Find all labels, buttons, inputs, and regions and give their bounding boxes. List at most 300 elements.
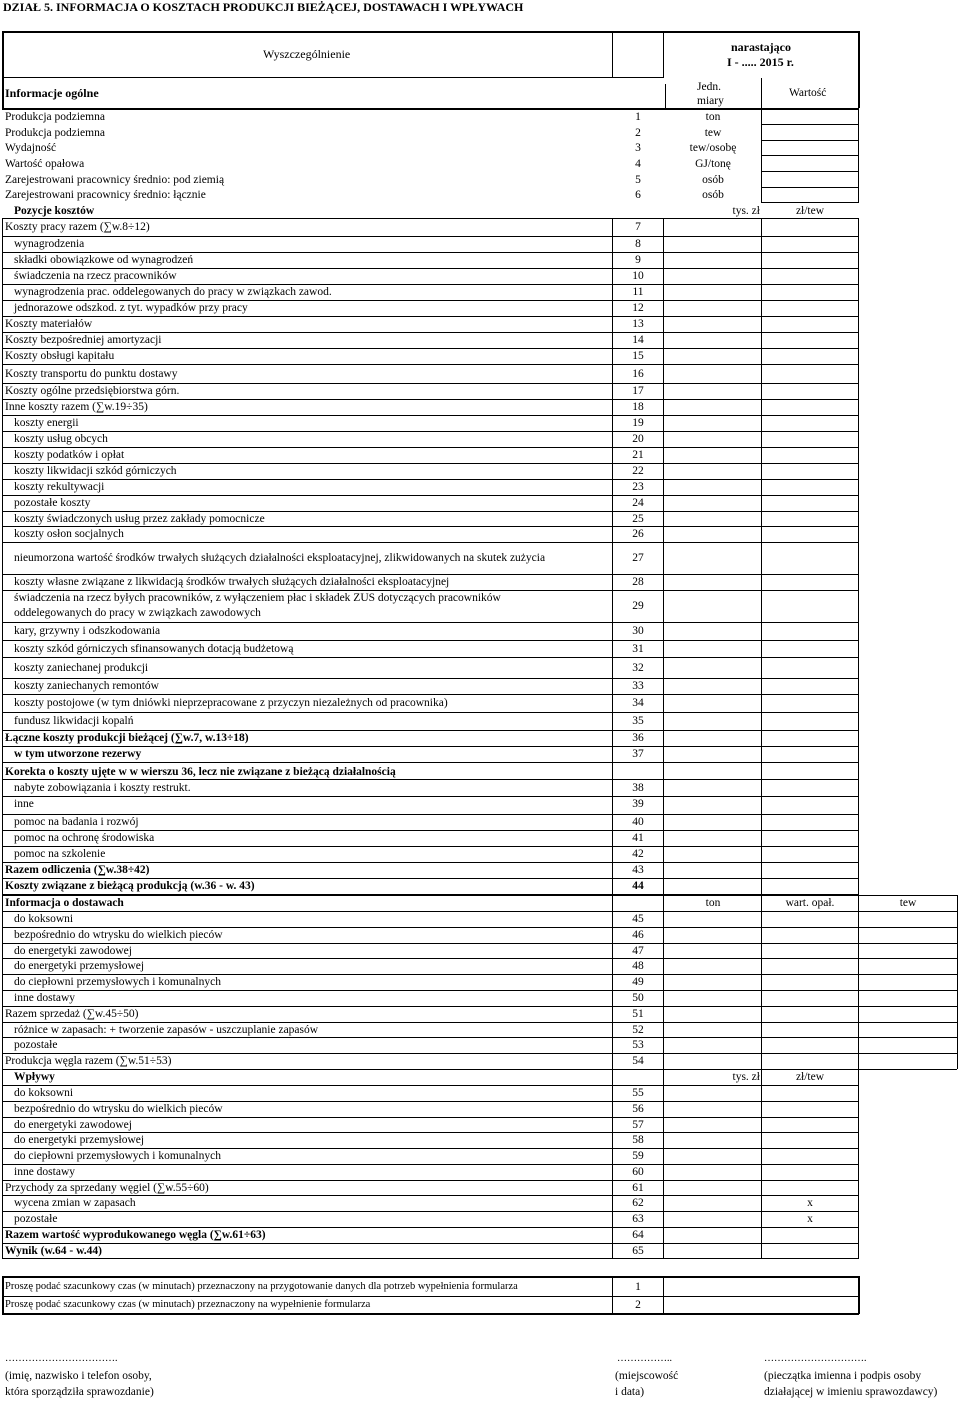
cost-row-label: koszty likwidacji szkód górniczych	[14, 465, 177, 477]
dostawy-unit-wart-opal: wart. opał.	[785, 897, 835, 909]
cost-row-zl-tew-cell[interactable]	[762, 712, 857, 729]
cost-row-tys-zl-cell[interactable]	[664, 746, 760, 761]
dostawy-row-label: Produkcja węgla razem (∑w.51÷53)	[5, 1055, 172, 1068]
cost-row-label: Koszty pracy razem (∑w.8÷12)	[5, 221, 150, 233]
cost-row-num: 16	[632, 368, 644, 380]
wplywy-unit-tys-zl: tys. zł	[732, 1071, 760, 1083]
cost-row-num: 36	[632, 732, 644, 744]
dostawy-row-num: 52	[632, 1023, 644, 1036]
cost-row-num: 29	[632, 600, 644, 612]
time-question-2-num: 2	[635, 1299, 641, 1311]
general-row-num: 5	[635, 174, 641, 186]
wplywy-row-label: do ciepłowni przemysłowych i komunalnych	[14, 1150, 221, 1162]
wplywy-row-num: 56	[632, 1102, 644, 1115]
wplywy-unit-zl-tew: zł/tew	[795, 1071, 825, 1083]
dostawy-row-tew-cell[interactable]	[860, 974, 956, 988]
time-question-1: Proszę podać szacunkowy czas (w minutach) przeznaczony na przygotowanie danych dla potrzeb wypełnienia formularza	[5, 1281, 518, 1292]
signature-dots-2: ……………..	[617, 1353, 672, 1364]
korekta-row-tys-zl-cell[interactable]	[664, 846, 760, 861]
general-row-label: Wydajność	[5, 142, 57, 154]
cost-row-tys-zl-cell[interactable]	[664, 511, 760, 525]
dostawy-row-tew-cell[interactable]	[860, 958, 956, 972]
wplywy-row-tys-zl-cell[interactable]	[664, 1132, 760, 1146]
wplywy-row-label: do energetyki zawodowej	[14, 1118, 132, 1131]
pozycje-unit-tys-zl: tys. zł	[732, 205, 760, 217]
cost-row-tys-zl-cell[interactable]	[664, 316, 760, 331]
cost-row-num: 33	[632, 680, 644, 692]
korekta-row-num: 41	[632, 832, 644, 844]
general-row-unit: osób	[702, 189, 724, 201]
wplywy-row-label: Wynik (w.64 - w.44)	[5, 1244, 103, 1257]
cost-row-tys-zl-cell[interactable]	[664, 447, 760, 462]
korekta-row-zl-tew-cell[interactable]	[762, 796, 857, 813]
cost-row-zl-tew-cell[interactable]	[762, 511, 857, 525]
korekta-row-zl-tew-cell[interactable]	[762, 814, 857, 829]
cost-row-zl-tew-cell[interactable]	[762, 218, 857, 235]
cost-row-label: Koszty transportu do punktu dostawy	[5, 368, 178, 380]
general-row-unit: tew	[704, 127, 722, 139]
general-row-unit: tew/osobę	[689, 142, 737, 154]
grid-line-vertical	[957, 895, 958, 1069]
cost-row-tys-zl-cell[interactable]	[664, 657, 760, 677]
column-header-narastajaco: narastająco	[731, 40, 791, 54]
dostawy-row-tew-cell[interactable]	[860, 927, 956, 941]
cost-row-label: koszty zaniechanej produkcji	[14, 662, 149, 674]
general-row-value-cell[interactable]	[763, 125, 857, 140]
cost-row-zl-tew-cell[interactable]	[762, 640, 857, 656]
korekta-row-tys-zl-cell[interactable]	[664, 862, 760, 877]
cost-row-num: 32	[632, 662, 644, 674]
column-header-jedn: Jedn.	[697, 81, 721, 93]
cost-row-label: wynagrodzenia	[14, 238, 85, 250]
korekta-row-zl-tew-cell[interactable]	[762, 846, 857, 861]
cost-row-label: koszty świadczonych usług przez zakłady pomocnicze	[14, 513, 265, 525]
signature-label-2b: i data)	[615, 1386, 645, 1398]
korekta-row-label: Koszty związane z bieżącą produkcją (w.36 - w. 43)	[5, 880, 255, 892]
cost-row-num: 13	[632, 318, 644, 330]
dostawy-row-label: bezpośrednio do wtrysku do wielkich pieców	[14, 928, 223, 941]
cost-row-label: kary, grzywny i odszkodowania	[14, 625, 161, 637]
cost-row-zl-tew-cell[interactable]	[762, 542, 857, 573]
dostawy-row-wart-opal-cell[interactable]	[762, 958, 857, 972]
general-row-label: Zarejestrowani pracownicy średnio: łącznie	[5, 189, 206, 201]
cost-row-num: 15	[632, 350, 644, 362]
korekta-row-tys-zl-cell[interactable]	[664, 796, 760, 813]
wplywy-row-num: 64	[632, 1228, 644, 1241]
signature-dots-1: …………………………….	[5, 1353, 118, 1364]
wplywy-row-tys-zl-cell[interactable]	[664, 1101, 760, 1115]
cost-row-num: 35	[632, 715, 644, 727]
cost-row-zl-tew-cell[interactable]	[762, 332, 857, 347]
grid-line-horizontal	[2, 218, 859, 219]
dostawy-row-wart-opal-cell[interactable]	[762, 1006, 857, 1020]
cost-row-num: 31	[632, 643, 644, 655]
cost-row-num: 12	[632, 302, 644, 314]
dostawy-row-tew-cell[interactable]	[860, 1022, 956, 1036]
dostawy-row-wart-opal-cell[interactable]	[762, 990, 857, 1004]
korekta-row-label: inne	[14, 798, 34, 810]
cost-row-label: Koszty materiałów	[5, 318, 93, 330]
dostawy-row-wart-opal-cell[interactable]	[762, 943, 857, 957]
dostawy-row-num: 45	[632, 913, 644, 925]
wplywy-row-tys-zl-cell[interactable]	[664, 1117, 760, 1131]
general-row-value-cell[interactable]	[763, 172, 857, 187]
wplywy-row-label: wycena zmian w zapasach	[14, 1197, 136, 1210]
column-header-period: I - ..... 2015 r.	[727, 55, 794, 69]
cost-row-label: jednorazowe odszkod. z tyt. wypadków przy pracy	[14, 302, 248, 314]
cost-row-zl-tew-cell[interactable]	[762, 746, 857, 761]
cost-row-label: fundusz likwidacji kopalń	[14, 715, 134, 727]
cost-row-tys-zl-cell[interactable]	[664, 284, 760, 299]
cost-row-label: świadczenia na rzecz pracowników	[14, 270, 177, 282]
general-row-label: Zarejestrowani pracownicy średnio: pod ziemią	[5, 174, 225, 186]
dostawy-row-num: 46	[632, 928, 644, 941]
cost-row-num: 34	[632, 697, 644, 709]
cost-row-zl-tew-cell[interactable]	[762, 399, 857, 414]
dostawy-row-wart-opal-cell[interactable]	[762, 974, 857, 988]
dostawy-unit-ton: ton	[705, 897, 721, 909]
cost-row-label: pozostałe koszty	[14, 497, 91, 509]
korekta-row-num: 42	[632, 848, 644, 860]
cost-row-zl-tew-cell[interactable]	[762, 590, 857, 621]
dostawy-row-tew-cell[interactable]	[860, 1053, 956, 1067]
cost-row-zl-tew-cell[interactable]	[762, 236, 857, 251]
cost-row-tys-zl-cell[interactable]	[664, 364, 760, 382]
cost-row-tys-zl-cell[interactable]	[664, 730, 760, 745]
wplywy-row-tys-zl-cell[interactable]	[664, 1195, 760, 1209]
korekta-row-num: 38	[632, 782, 644, 794]
time-question-2: Proszę podać szacunkowy czas (w minutach) przeznaczony na wypełnienie formularza	[5, 1299, 371, 1310]
grid-line-vertical	[612, 218, 613, 1258]
cost-row-num: 10	[632, 270, 644, 282]
korekta-row-tys-zl-cell[interactable]	[664, 878, 760, 893]
general-row-num: 4	[635, 158, 641, 170]
dostawy-row-ton-cell[interactable]	[664, 911, 760, 925]
informacje-ogolne-heading: Informacje ogólne	[5, 86, 99, 100]
cost-row-tys-zl-cell[interactable]	[664, 712, 760, 729]
general-row-num: 1	[635, 111, 641, 123]
cost-row-zl-tew-cell[interactable]	[762, 284, 857, 299]
cost-row-label: koszty podatków i opłat	[14, 449, 125, 461]
general-row-label: Produkcja podziemna	[5, 127, 105, 139]
dostawy-row-tew-cell[interactable]	[860, 1037, 956, 1051]
cost-row-tys-zl-cell[interactable]	[664, 678, 760, 693]
cost-row-zl-tew-cell[interactable]	[762, 415, 857, 430]
dostawy-row-ton-cell[interactable]	[664, 958, 760, 972]
cost-row-num: 20	[632, 433, 644, 445]
cost-row-num: 17	[632, 385, 644, 397]
dostawy-row-ton-cell[interactable]	[664, 927, 760, 941]
general-row-num: 6	[635, 189, 641, 201]
column-header-wyszczegolnienie: Wyszczególnienie	[263, 47, 351, 61]
cost-row-tys-zl-cell[interactable]	[664, 415, 760, 430]
korekta-row-num: 43	[632, 864, 644, 876]
time-question-2-answer[interactable]	[664, 1297, 857, 1312]
wplywy-row-label: pozostałe	[14, 1213, 58, 1225]
cost-row-label: koszty rekultywacji	[14, 481, 105, 493]
general-row-num: 3	[635, 142, 641, 154]
cost-row-label: koszty szkód górniczych sfinansowanych dotacją budżetową	[14, 643, 294, 655]
grid-line-horizontal	[761, 202, 859, 203]
cost-row-tys-zl-cell[interactable]	[664, 268, 760, 283]
korekta-row-tys-zl-cell[interactable]	[664, 780, 760, 795]
cost-row-tys-zl-cell[interactable]	[664, 383, 760, 398]
general-row-value-cell[interactable]	[763, 140, 857, 155]
dostawy-row-num: 50	[632, 992, 644, 1004]
grid-line-vertical	[858, 108, 859, 202]
signature-label-2a: (miejscowość	[615, 1370, 679, 1382]
dostawy-heading: Informacja o dostawach	[5, 897, 124, 909]
korekta-row-label: pomoc na szkolenie	[14, 848, 106, 860]
korekta-row-zl-tew-cell[interactable]	[762, 862, 857, 877]
wplywy-row-tys-zl-cell[interactable]	[664, 1227, 760, 1241]
cost-row-zl-tew-cell[interactable]	[762, 622, 857, 639]
column-header-wartosc: Wartość	[789, 87, 827, 99]
general-row-unit: osób	[702, 174, 724, 186]
dostawy-row-tew-cell[interactable]	[860, 911, 956, 925]
wplywy-row-num: 61	[632, 1181, 644, 1194]
cost-row-tys-zl-cell[interactable]	[664, 590, 760, 621]
cost-row-label: koszty zaniechanych remontów	[14, 680, 159, 692]
cost-row-label: koszty osłon socjalnych	[14, 528, 124, 540]
wplywy-row-tys-zl-cell[interactable]	[664, 1085, 760, 1099]
general-row-label: Produkcja podziemna	[5, 111, 105, 123]
wplywy-row-num: 62	[632, 1197, 644, 1210]
signature-label-1b: która sporządziła sprawozdanie)	[5, 1386, 154, 1398]
korekta-row-label: pomoc na badania i rozwój	[14, 816, 139, 828]
cost-row-label: wynagrodzenia prac. oddelegowanych do pracy w związkach zawod.	[14, 286, 332, 298]
wplywy-row-zl-tew-cell: x	[807, 1197, 813, 1210]
cost-row-tys-zl-cell[interactable]	[664, 640, 760, 656]
cost-row-num: 9	[635, 254, 641, 266]
cost-row-zl-tew-cell[interactable]	[762, 364, 857, 382]
cost-row-label: koszty własne związane z likwidacją środków trwałych służących działalności eksploatacyjnej	[14, 576, 450, 588]
cost-row-num: 21	[632, 449, 644, 461]
cost-row-tys-zl-cell[interactable]	[664, 332, 760, 347]
cost-row-num: 18	[632, 401, 644, 413]
dostawy-row-label: do energetyki przemysłowej	[14, 960, 145, 973]
wplywy-row-num: 58	[632, 1134, 644, 1147]
dostawy-row-ton-cell[interactable]	[664, 974, 760, 988]
cost-row-zl-tew-cell[interactable]	[762, 694, 857, 711]
cost-row-num: 27	[632, 552, 644, 564]
time-question-1-num: 1	[635, 1281, 641, 1293]
cost-row-zl-tew-cell[interactable]	[762, 300, 857, 315]
cost-row-tys-zl-cell[interactable]	[664, 622, 760, 639]
wplywy-row-label: Razem wartość wyprodukowanego węgla (∑w.61÷63)	[5, 1228, 266, 1241]
cost-row-label: koszty energii	[14, 417, 79, 429]
section-title: DZIAŁ 5. INFORMACJA O KOSZTACH PRODUKCJI BIEŻĄCEJ, DOSTAWACH I WPŁYWACH	[3, 0, 524, 14]
dostawy-row-ton-cell[interactable]	[664, 990, 760, 1004]
cost-row-label: w tym utworzone rezerwy	[14, 748, 142, 760]
korekta-row-num: 40	[632, 816, 644, 828]
cost-row-label: świadczenia na rzecz byłych pracowników, z wyłączeniem płac i składek ZUS dotyczących pracowników	[14, 592, 501, 604]
wplywy-row-num: 65	[632, 1244, 644, 1257]
dostawy-row-wart-opal-cell[interactable]	[762, 911, 857, 925]
grid-line-vertical	[761, 108, 762, 202]
cost-row-zl-tew-cell[interactable]	[762, 526, 857, 541]
grid-line-horizontal	[2, 762, 859, 763]
general-row-value-cell[interactable]	[763, 156, 857, 171]
korekta-row-zl-tew-cell[interactable]	[762, 780, 857, 795]
dostawy-row-wart-opal-cell[interactable]	[762, 1053, 857, 1067]
wplywy-row-num: 57	[632, 1118, 644, 1131]
korekta-row-num: 44	[632, 880, 644, 892]
cost-row-num: 37	[632, 748, 644, 760]
korekta-row-num: 39	[632, 798, 644, 810]
cost-row-tys-zl-cell[interactable]	[664, 236, 760, 251]
dostawy-row-label: Razem sprzedaż (∑w.45÷50)	[5, 1007, 139, 1020]
grid-line-vertical	[663, 218, 664, 1258]
wplywy-row-tys-zl-cell[interactable]	[664, 1180, 760, 1194]
cost-row-label: Koszty obsługi kapitału	[5, 350, 115, 362]
time-question-1-answer[interactable]	[664, 1277, 857, 1295]
cost-row-num: 30	[632, 625, 644, 637]
dostawy-row-num: 47	[632, 944, 644, 957]
cost-row-tys-zl-cell[interactable]	[664, 399, 760, 414]
dostawy-row-ton-cell[interactable]	[664, 1006, 760, 1020]
cost-row-zl-tew-cell[interactable]	[762, 431, 857, 446]
wplywy-heading: Wpływy	[14, 1071, 55, 1083]
dostawy-unit-tew: tew	[899, 897, 917, 909]
korekta-row-tys-zl-cell[interactable]	[664, 830, 760, 845]
dostawy-row-num: 51	[632, 1007, 644, 1020]
dostawy-row-label: pozostałe	[14, 1039, 58, 1052]
wplywy-row-tys-zl-cell[interactable]	[664, 1148, 760, 1162]
cost-row-label: Koszty ogólne przedsiębiorstwa górn.	[5, 385, 180, 397]
cost-row-label: Łączne koszty produkcji bieżącej (∑w.7, w.13÷18)	[5, 732, 249, 744]
dostawy-row-ton-cell[interactable]	[664, 943, 760, 957]
cost-row-num: 14	[632, 334, 644, 346]
cost-row-label: składki obowiązkowe od wynagrodzeń	[14, 254, 194, 266]
cost-row-zl-tew-cell[interactable]	[762, 495, 857, 510]
cost-row-zl-tew-cell[interactable]	[762, 348, 857, 363]
korekta-heading: Korekta o koszty ujęte w w wierszu 36, lecz nie związane z bieżącą działalnością	[5, 766, 396, 778]
signature-label-3a: (pieczątka imienna i podpis osoby	[764, 1370, 922, 1382]
cost-row-zl-tew-cell[interactable]	[762, 447, 857, 462]
korekta-row-label: Razem odliczenia (∑w.38÷42)	[5, 864, 150, 876]
dostawy-row-num: 48	[632, 960, 644, 973]
wplywy-row-tys-zl-cell[interactable]	[664, 1164, 760, 1178]
cost-row-tys-zl-cell[interactable]	[664, 300, 760, 315]
cost-row-tys-zl-cell[interactable]	[664, 542, 760, 573]
dostawy-row-num: 49	[632, 976, 644, 989]
korekta-row-tys-zl-cell[interactable]	[664, 814, 760, 829]
dostawy-row-label: do ciepłowni przemysłowych i komunalnych	[14, 976, 221, 989]
signature-label-3b: działającej w imieniu sprawozdawcy)	[764, 1386, 938, 1398]
cost-row-num: 19	[632, 417, 644, 429]
cost-row-tys-zl-cell[interactable]	[664, 495, 760, 510]
dostawy-row-tew-cell[interactable]	[860, 990, 956, 1004]
pozycje-kosztow-heading: Pozycje kosztów	[14, 205, 95, 217]
cost-row-num: 11	[632, 286, 644, 298]
wplywy-row-label: do koksowni	[14, 1087, 74, 1099]
cost-row-label: Inne koszty razem (∑w.19÷35)	[5, 401, 148, 413]
wplywy-row-tys-zl-cell[interactable]	[664, 1211, 760, 1225]
wplywy-row-tys-zl-cell[interactable]	[664, 1243, 760, 1257]
cost-row-zl-tew-cell[interactable]	[762, 463, 857, 478]
korekta-row-label: nabyte zobowiązania i koszty restrukt.	[14, 782, 191, 794]
dostawy-row-tew-cell[interactable]	[860, 1006, 956, 1020]
cost-row-label: koszty postojowe (w tym dniówki nieprzepracowane z przyczyn niezależnych od pracownika)	[14, 697, 448, 709]
wplywy-row-num: 59	[632, 1150, 644, 1162]
dostawy-row-label: inne dostawy	[14, 992, 76, 1004]
general-row-label: Wartość opałowa	[5, 158, 85, 170]
dostawy-row-ton-cell[interactable]	[664, 1022, 760, 1036]
cost-row-num: 24	[632, 497, 644, 509]
cost-row-num: 8	[635, 238, 641, 250]
grid-line-horizontal	[2, 895, 957, 896]
cost-row-tys-zl-cell[interactable]	[664, 526, 760, 541]
cost-row-tys-zl-cell[interactable]	[664, 218, 760, 235]
general-row-num: 2	[635, 127, 641, 139]
pozycje-unit-zl-tew: zł/tew	[795, 205, 825, 217]
cost-row-tys-zl-cell[interactable]	[664, 252, 760, 267]
cost-row-num: 26	[632, 528, 644, 540]
grid-line-vertical	[858, 218, 859, 1258]
dostawy-row-label: do koksowni	[14, 913, 74, 925]
cost-row-tys-zl-cell[interactable]	[664, 463, 760, 478]
wplywy-row-label: do energetyki przemysłowej	[14, 1134, 145, 1147]
cost-row-num: 28	[632, 576, 644, 588]
cost-row-num: 7	[635, 221, 641, 233]
grid-line-horizontal	[2, 1258, 859, 1259]
dostawy-row-ton-cell[interactable]	[664, 1037, 760, 1051]
cost-row-zl-tew-cell[interactable]	[762, 678, 857, 693]
cost-row-tys-zl-cell[interactable]	[664, 479, 760, 494]
cost-row-zl-tew-cell[interactable]	[762, 574, 857, 589]
cost-row-zl-tew-cell[interactable]	[762, 252, 857, 267]
dostawy-row-wart-opal-cell[interactable]	[762, 1037, 857, 1051]
wplywy-row-zl-tew-cell: x	[807, 1213, 813, 1225]
cost-row-tys-zl-cell[interactable]	[664, 431, 760, 446]
cost-row-zl-tew-cell[interactable]	[762, 268, 857, 283]
cost-row-zl-tew-cell[interactable]	[762, 383, 857, 398]
wplywy-row-label: Przychody za sprzedany węgiel (∑w.55÷60)	[5, 1181, 209, 1194]
cost-row-zl-tew-cell[interactable]	[762, 479, 857, 494]
cost-row-tys-zl-cell[interactable]	[664, 348, 760, 363]
cost-row-label-continued: oddelegowanych do pracy w związkach zawodowych	[14, 607, 261, 619]
cost-row-label: koszty usług obcych	[14, 433, 108, 445]
general-row-value-cell[interactable]	[763, 109, 857, 124]
wplywy-row-label: bezpośrednio do wtrysku do wielkich pieców	[14, 1102, 223, 1115]
signature-dots-3: ………………………….	[764, 1353, 867, 1364]
wplywy-row-num: 55	[632, 1087, 644, 1099]
cost-row-num: 25	[632, 513, 644, 525]
general-row-unit: ton	[705, 111, 721, 123]
grid-line-vertical	[2, 218, 3, 1258]
korekta-row-label: pomoc na ochronę środowiska	[14, 832, 155, 844]
dostawy-row-ton-cell[interactable]	[664, 1053, 760, 1067]
cost-row-num: 22	[632, 465, 644, 477]
cost-row-label: Koszty bezpośredniej amortyzacji	[5, 334, 162, 346]
cost-row-zl-tew-cell[interactable]	[762, 730, 857, 745]
signature-label-1a: (imię, nazwisko i telefon osoby,	[5, 1370, 152, 1382]
dostawy-row-num: 54	[632, 1055, 644, 1068]
cost-row-zl-tew-cell[interactable]	[762, 316, 857, 331]
general-row-value-cell[interactable]	[763, 187, 857, 202]
dostawy-row-label: różnice w zapasach: + tworzenie zapasów - uszczuplanie zapasów	[14, 1023, 319, 1036]
cost-row-tys-zl-cell[interactable]	[664, 694, 760, 711]
cost-row-zl-tew-cell[interactable]	[762, 657, 857, 677]
dostawy-row-wart-opal-cell[interactable]	[762, 1022, 857, 1036]
korekta-row-zl-tew-cell[interactable]	[762, 830, 857, 845]
dostawy-row-tew-cell[interactable]	[860, 943, 956, 957]
wplywy-row-label: inne dostawy	[14, 1165, 76, 1178]
korekta-row-zl-tew-cell[interactable]	[762, 878, 857, 893]
cost-row-tys-zl-cell[interactable]	[664, 574, 760, 589]
dostawy-row-wart-opal-cell[interactable]	[762, 927, 857, 941]
